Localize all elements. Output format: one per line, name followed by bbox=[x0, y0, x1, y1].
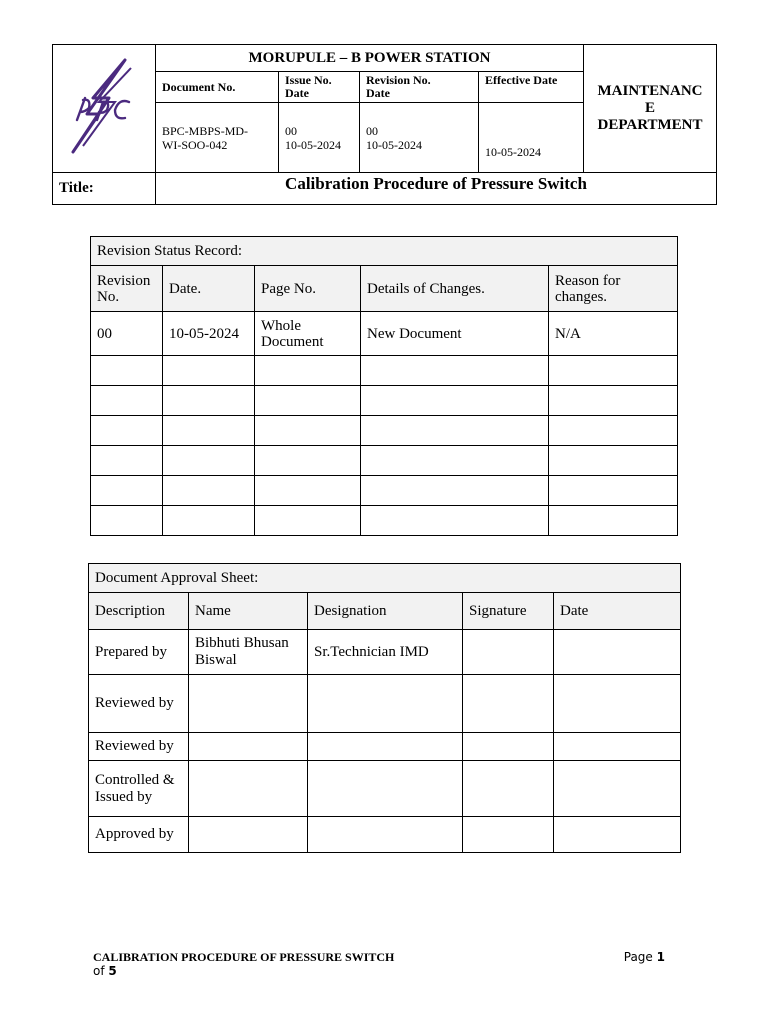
col-designation: Designation bbox=[308, 593, 463, 630]
table-row bbox=[89, 817, 681, 853]
effective-date-label: Effective Date bbox=[479, 72, 584, 103]
station-name: MORUPULE – B POWER STATION bbox=[156, 45, 584, 72]
date-cell bbox=[554, 675, 681, 733]
logo-cell bbox=[53, 45, 156, 173]
revision-no-date-label: Revision No. Date bbox=[360, 72, 479, 103]
col-page-no: Page No. bbox=[255, 266, 361, 312]
designation-cell bbox=[308, 817, 463, 853]
revision-table-caption: Revision Status Record: bbox=[91, 237, 678, 266]
date-cell bbox=[554, 630, 681, 675]
document-no-label: Document No. bbox=[156, 72, 279, 103]
col-details: Details of Changes. bbox=[361, 266, 549, 312]
designation-cell bbox=[308, 761, 463, 817]
col-revision-no: Revision No. bbox=[91, 266, 163, 312]
table-row bbox=[91, 476, 678, 506]
table-row bbox=[91, 416, 678, 446]
reason-cell: N/A bbox=[549, 312, 678, 356]
details-cell: New Document bbox=[361, 312, 549, 356]
name-cell bbox=[189, 817, 308, 853]
description-cell: Reviewed by bbox=[89, 675, 189, 733]
revision-value: 00 10-05-2024 bbox=[360, 103, 479, 173]
document-header-table bbox=[52, 44, 717, 205]
table-row bbox=[89, 761, 681, 817]
designation-cell: Sr.Technician IMD bbox=[308, 630, 463, 675]
approval-sheet-table bbox=[88, 563, 681, 853]
signature-cell bbox=[463, 761, 554, 817]
page-cell: Whole Document bbox=[255, 312, 361, 356]
table-row bbox=[89, 630, 681, 675]
col-description: Description bbox=[89, 593, 189, 630]
designation-cell bbox=[308, 733, 463, 761]
department-name: MAINTENANC E DEPARTMENT bbox=[584, 45, 717, 173]
description-cell: Approved by bbox=[89, 817, 189, 853]
description-cell: Reviewed by bbox=[89, 733, 189, 761]
document-title: Calibration Procedure of Pressure Switch bbox=[156, 173, 717, 205]
signature-cell bbox=[463, 733, 554, 761]
title-label: Title: bbox=[53, 173, 156, 205]
col-reason: Reason for changes. bbox=[549, 266, 678, 312]
table-row bbox=[89, 733, 681, 761]
page-footer bbox=[93, 950, 665, 978]
date-cell: 10-05-2024 bbox=[163, 312, 255, 356]
document-no-value: BPC-MBPS-MD- WI-SOO-042 bbox=[156, 103, 279, 173]
name-cell: Bibhuti Bhusan Biswal bbox=[189, 630, 308, 675]
table-row bbox=[91, 446, 678, 476]
signature-cell bbox=[463, 817, 554, 853]
col-signature: Signature bbox=[463, 593, 554, 630]
name-cell bbox=[189, 733, 308, 761]
issue-value: 00 10-05-2024 bbox=[279, 103, 360, 173]
col-date: Date. bbox=[163, 266, 255, 312]
revision-cell: 00 bbox=[91, 312, 163, 356]
name-cell bbox=[189, 675, 308, 733]
table-row bbox=[91, 506, 678, 536]
description-cell: Prepared by bbox=[89, 630, 189, 675]
bpc-logo bbox=[69, 58, 139, 154]
table-row bbox=[91, 312, 678, 356]
approval-table-caption: Document Approval Sheet: bbox=[89, 564, 681, 593]
col-date: Date bbox=[554, 593, 681, 630]
table-row bbox=[91, 356, 678, 386]
footer-page-total: of 5 bbox=[93, 964, 117, 978]
name-cell bbox=[189, 761, 308, 817]
signature-cell bbox=[463, 630, 554, 675]
col-name: Name bbox=[189, 593, 308, 630]
revision-status-table bbox=[90, 236, 678, 536]
date-cell bbox=[554, 733, 681, 761]
description-cell: Controlled & Issued by bbox=[89, 761, 189, 817]
effective-date-value: 10-05-2024 bbox=[479, 103, 584, 173]
footer-page-label: Page 1 bbox=[623, 950, 665, 964]
date-cell bbox=[554, 817, 681, 853]
footer-title: CALIBRATION PROCEDURE OF PRESSURE SWITCH bbox=[93, 950, 395, 964]
designation-cell bbox=[308, 675, 463, 733]
table-row bbox=[89, 675, 681, 733]
date-cell bbox=[554, 761, 681, 817]
signature-cell bbox=[463, 675, 554, 733]
issue-no-date-label: Issue No. Date bbox=[279, 72, 360, 103]
table-row bbox=[91, 386, 678, 416]
